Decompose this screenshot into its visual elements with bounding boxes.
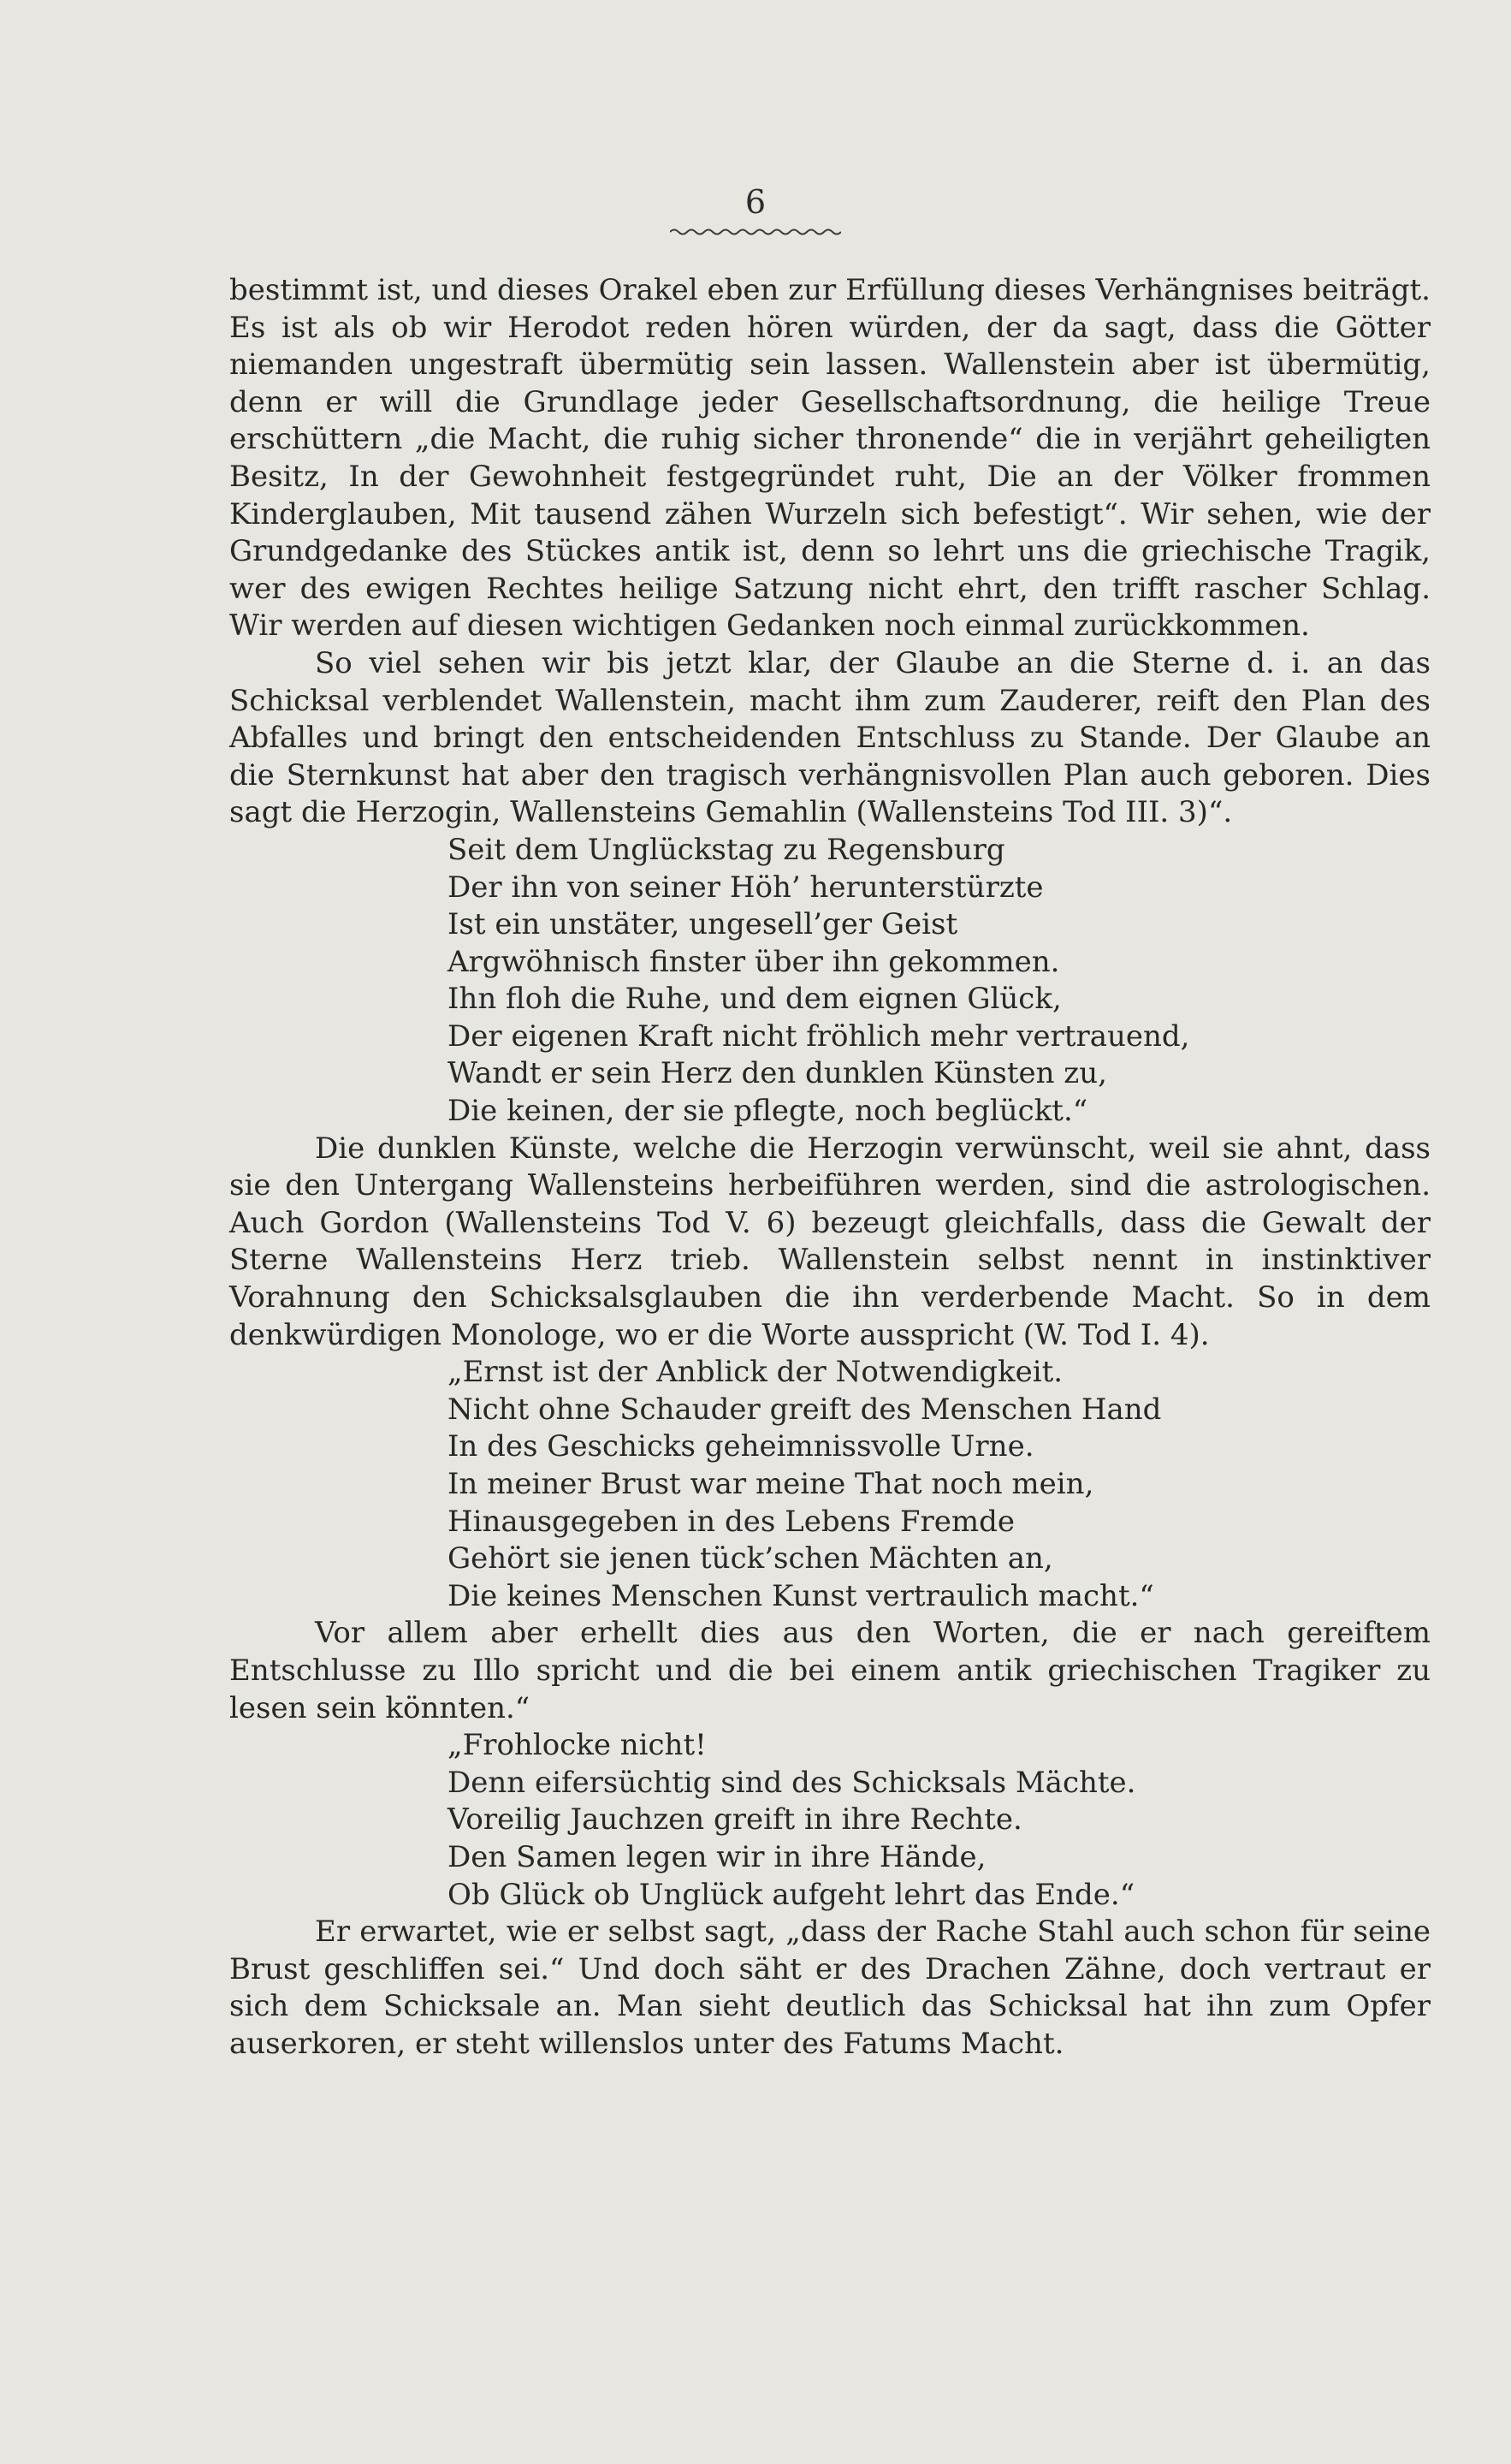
verse-line: Argwöhnisch finster über ihn gekommen. — [447, 944, 1060, 979]
paragraph-5: Er erwartet, wie er selbst sagt, „dass der Rache Stahl auch schon für seine Brust geschliffen sei.“ Und doch säht er des Drachen Zähne, doch vertraut er sich dem Schicksale an. Man sieht deutlich das Schicksal hat ihn zum Opfer auserkoren, er steht willenslos unter des Fatums Macht. — [229, 1915, 1431, 2061]
verse-line: „Frohlocke nicht! — [447, 1728, 707, 1763]
verse-line: In des Geschicks geheimnissvolle Urne. — [447, 1429, 1034, 1464]
body-text — [229, 272, 1431, 2063]
verse-line: Die keinen, der sie pflegte, noch beglückt.“ — [447, 1094, 1088, 1129]
verse-line: Wandt er sein Herz den dunklen Künsten zu, — [447, 1056, 1107, 1091]
verse-quote-2 — [229, 1354, 1431, 1615]
verse-line: Der ihn von seiner Höh’ herunterstürzte — [447, 870, 1044, 905]
verse-line: Seit dem Unglückstag zu Regensburg — [447, 832, 1005, 867]
verse-line: Der eigenen Kraft nicht fröhlich mehr vertrauend, — [447, 1018, 1190, 1054]
verse-line: Ob Glück ob Unglück aufgeht lehrt das Ende.“ — [447, 1877, 1135, 1912]
page-number: 6 — [744, 183, 767, 221]
verse-line: Denn eifersüchtig sind des Schicksals Mächte. — [447, 1765, 1136, 1800]
wavy-rule-icon — [670, 226, 841, 238]
paragraph-2: So viel sehen wir bis jetzt klar, der Glaube an die Sterne d. i. an das Schicksal verblendet Wallenstein, macht ihm zum Zauderer, reift den Plan des Abfalles und bringt den entscheidenden Entschluss zu Stande. Der Glaube an die Sternkunst hat aber den tragisch verhängnisvollen Plan auch geboren. Dies sagt die Herzogin, Wallensteins Gemahlin (Wallensteins Tod III. 3)“. — [229, 645, 1431, 830]
verse-line: Ihn floh die Ruhe, und dem eignen Glück, — [447, 982, 1062, 1017]
paragraph-4: Vor allem aber erhellt dies aus den Worten, die er nach gereiftem Entschlusse zu Illo spricht und die bei einem antik griechischen Tragiker zu lesen sein könnten.“ — [229, 1616, 1431, 1725]
verse-quote-3 — [229, 1727, 1431, 1914]
verse-line: Ist ein unstäter, ungesell’ger Geist — [447, 907, 958, 942]
verse-line: Gehört sie jenen tück’schen Mächten an, — [447, 1541, 1053, 1576]
paragraph-3: Die dunklen Künste, welche die Herzogin verwünscht, weil sie ahnt, dass sie den Untergang Wallensteins herbeiführen werden, sind die astrologischen. Auch Gordon (Wallensteins Tod V. 6) bezeugt gleichfalls, dass die Gewalt der Sterne Wallensteins Herz trieb. Wallenstein selbst nennt in instinktiver Vorahnung den Schicksalsglauben die ihn verderbende Macht. So in dem denkwürdigen Monologe, wo er die Worte ausspricht (W. Tod I. 4). — [229, 1131, 1431, 1352]
verse-line: Hinausgegeben in des Lebens Fremde — [447, 1504, 1015, 1539]
verse-line: Den Samen legen wir in ihre Hände, — [447, 1839, 987, 1874]
verse-line: In meiner Brust war meine That noch mein, — [447, 1467, 1094, 1501]
verse-line: Voreilig Jauchzen greift in ihre Rechte. — [447, 1802, 1022, 1838]
verse-line: Nicht ohne Schauder greift des Menschen Hand — [447, 1392, 1162, 1427]
verse-quote-1 — [229, 832, 1431, 1131]
verse-line: Die keines Menschen Kunst vertraulich macht.“ — [447, 1578, 1154, 1613]
wavy-rule-ornament — [670, 226, 841, 238]
paragraph-1: bestimmt ist, und dieses Orakel eben zur Erfüllung dieses Verhängnises beiträgt. Es ist als ob wir Herodot reden hören würden, der da sagt, dass die Götter niemanden ungestraft übermütig sein lassen. Wallenstein aber ist übermütig, denn er will die Grundlage jeder Gesellschaftsordnung, die heilige Treue erschüttern „die Macht, die ruhig sicher thronende“ die in verjährt geheiligten Besitz, In der Gewohnheit festgegründet ruht, Die an der Völker frommen Kinderglauben, Mit tausend zähen Wurzeln sich befestigt“. Wir sehen, wie der Grundgedanke des Stückes antik ist, denn so lehrt uns die griechische Tragik, wer des ewigen Rechtes heilige Satzung nicht ehrt, den trifft rascher Schlag. Wir werden auf diesen wichtigen Gedanken noch einmal zurückkommen. — [229, 273, 1431, 644]
verse-line: „Ernst ist der Anblick der Notwendigkeit. — [447, 1355, 1064, 1390]
